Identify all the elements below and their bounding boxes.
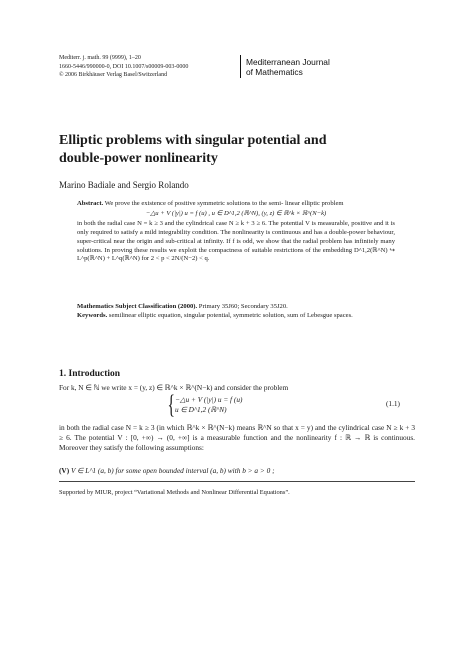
keywords-label: Keywords. bbox=[77, 311, 108, 319]
intro-paragraph: For k, N ∈ ℕ we write x = (y, z) ∈ ℝ^k × ℝ^(N−k) and consider the problem bbox=[59, 383, 289, 392]
keywords-value: semilinear elliptic equation, singular potential, symmetric solution, sum of Lebesgue spaces. bbox=[108, 311, 353, 319]
msc-value: Primary 35J60; Secondary 35J20. bbox=[198, 303, 288, 310]
system-line: u ∈ D^1,2 (ℝ^N) bbox=[175, 405, 227, 414]
journal-name bbox=[246, 57, 330, 77]
abstract bbox=[77, 200, 395, 264]
authors: Marino Badiale and Sergio Rolando bbox=[59, 180, 189, 190]
abstract-equation: −△u + V (|y|) u = f (u) , u ∈ D^1,2 (ℝ^N), (y, z) ∈ ℝ^k × ℝ^(N−k) bbox=[145, 209, 327, 217]
abstract-text: We prove the existence of positive symmetric solutions to the semi- bbox=[104, 200, 284, 207]
msc-label: Mathematics Subject Classification (2000). bbox=[77, 303, 198, 310]
title-line: double-power nonlinearity bbox=[59, 151, 218, 166]
meta-line: © 2006 Birkhäuser Verlag Basel/Switzerland bbox=[59, 72, 168, 79]
assumption-label: (V) bbox=[59, 466, 70, 475]
journal-line: Mediterranean Journal bbox=[246, 57, 330, 67]
abstract-label: Abstract. bbox=[77, 200, 104, 207]
publication-meta bbox=[59, 54, 188, 80]
paper-title bbox=[59, 132, 419, 168]
journal-line: of Mathematics bbox=[246, 67, 303, 77]
section-heading: 1. Introduction bbox=[59, 369, 121, 379]
meta-line: Mediterr. j. math. 99 (9999), 1–20 bbox=[59, 55, 141, 61]
abstract-text: linear elliptic problem bbox=[284, 200, 344, 207]
journal-divider bbox=[240, 55, 241, 78]
equation-number: (1.1) bbox=[386, 399, 400, 408]
assumption bbox=[59, 466, 275, 475]
system-line: −△u + V (|y|) u = f (u) bbox=[175, 395, 243, 404]
equation-system bbox=[175, 395, 242, 415]
title-line: Elliptic problems with singular potential and bbox=[59, 133, 327, 148]
system-brace: { bbox=[167, 390, 175, 419]
footnote: Supported by MIUR, project “Variational Methods and Nonlinear Differential Equations”. bbox=[59, 489, 290, 496]
footnote-divider bbox=[59, 481, 415, 482]
intro-paragraph: in both the radial case N = k ≥ 3 (in which ℝ^k × ℝ^(N−k) means ℝ^N so that x = y) and the cylindrical case N ≥ k + 3 ≥ 6. The potential V : [0, +∞) → (0, +∞] is a measurable function and the nonlinearity f : ℝ → ℝ is continuous. Moreover they satisfy the following assumptions: bbox=[59, 423, 415, 452]
classification bbox=[77, 303, 395, 321]
meta-line: 1660-5446/990000-0, DOI 10.1007/s00009-003-0000 bbox=[59, 63, 189, 70]
abstract-body: in both the radial case N = k ≥ 3 and the cylindrical case N ≥ k + 3 ≥ 6. The potential V is measurable, positive and it is only required to satisfy a mild integrability condition. The nonlinearity is continuous and has a double-power behaviour, super-critical near the origin and sub-critical at infinity. If f is odd, we show that the radial problem has infinitely many solutions. In proving these results we exploit the compactness of suitable restrictions of the embedding D^1,2(ℝ^N) ↪ L^p(ℝ^N) + L^q(ℝ^N) for 2 < p < 2N/(N−2) < q. bbox=[77, 219, 395, 263]
assumption-text: V ∈ L^1 (a, b) for some open bounded interval (a, b) with b > a > 0 ; bbox=[70, 466, 275, 475]
